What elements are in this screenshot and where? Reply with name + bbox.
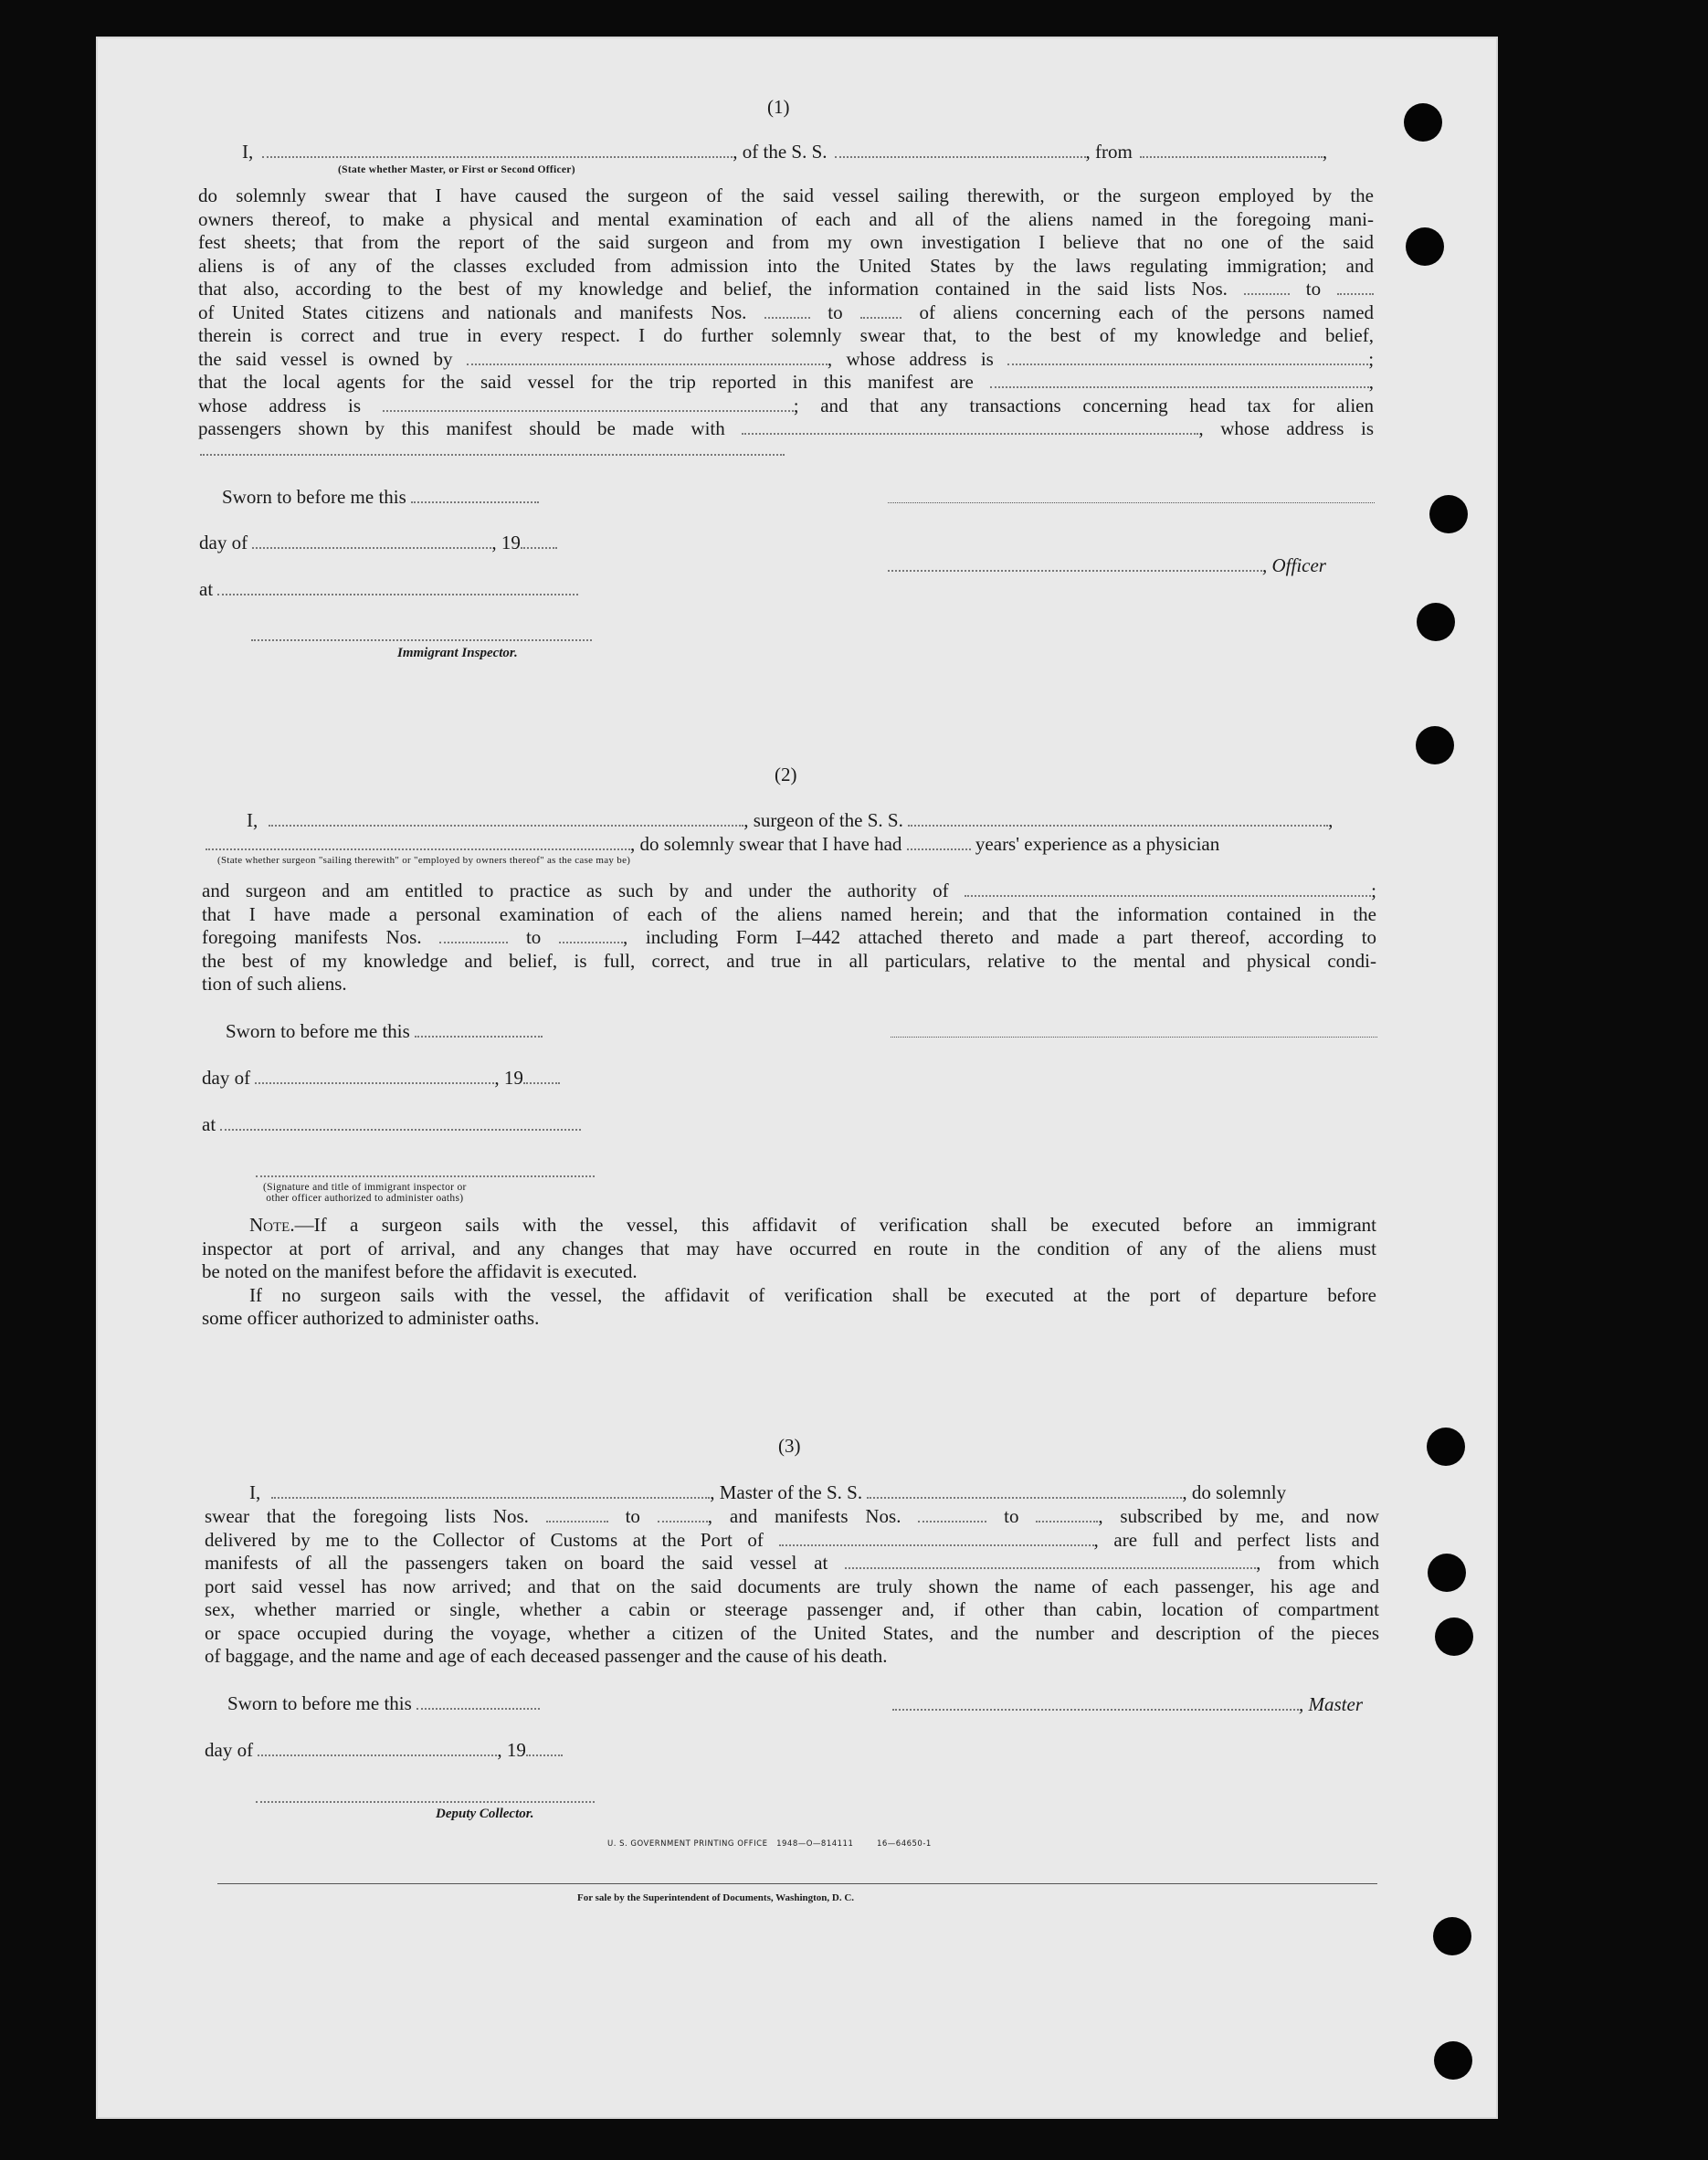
punch-hole <box>1434 2041 1472 2080</box>
section2-line1: I, , surgeon of the S. S. , <box>247 809 1334 831</box>
punch-hole <box>1427 1428 1465 1466</box>
at-label: at <box>199 578 578 602</box>
inspector-signature-line <box>251 639 592 641</box>
section-number: (3) <box>778 1435 801 1457</box>
surgeon-note: (State whether surgeon "sailing therewith" or "employed by owners thereof" as the case may be) <box>217 855 631 866</box>
master-line: , Master <box>892 1693 1363 1717</box>
sworn-label: Sworn to before me this <box>226 1020 543 1044</box>
punch-hole <box>1417 603 1455 641</box>
punch-hole <box>1433 1917 1471 1955</box>
officer-note: (State whether Master, or First or Second Officer) <box>338 164 575 175</box>
inspector-signature-line <box>256 1175 595 1177</box>
collector-label: Deputy Collector. <box>436 1807 534 1821</box>
master-paragraph: swear that the foregoing lists Nos. to , and manifests Nos. to , subscribed by me, and now delivered by me to the Collector of Customs at the Port of , are full and perfect lists and manifests of all the passengers taken on board the said vessel at , from which port said vessel has now arrived; and that on the said documents are truly shown the name of each passenger, his age and sex, whether married or single, whether a cabin or steerage passenger and, if other than cabin, location of compartment or space occupied during the voyage, whether a citizen of the United States, and the number and description of the pieces of baggage, and the name and age of each deceased passenger and the cause of his death. <box>205 1505 1380 1667</box>
punch-hole <box>1404 103 1442 142</box>
inspector-label: Immigrant Inspector. <box>397 646 518 660</box>
punch-hole <box>1429 495 1468 533</box>
collector-signature-line <box>256 1801 595 1803</box>
surgeon-paragraph: and surgeon and am entitled to practice as such by and under the authority of ; that I have made a personal examination of each of the aliens named herein; and that the information contained in the foregoing manifests Nos. to , including Form I–442 attached thereto and made a part thereof, according to the best of my knowledge and belief, is full, correct, and true in all particulars, relative to the mental and physical condi- tion of such aliens. <box>202 880 1377 995</box>
printing-office-line: U. S. GOVERNMENT PRINTING OFFICE 1948—O—814111 16—64650-1 <box>607 1839 932 1849</box>
officer-signature-line <box>888 502 1375 503</box>
section-number: (1) <box>767 96 790 118</box>
day-of-label: day of , 19 <box>205 1739 563 1763</box>
sworn-label: Sworn to before me this <box>227 1692 540 1716</box>
day-of-label: day of , 19 <box>202 1067 560 1091</box>
section2-line2: , do solemnly swear that I have had years' experience as a physician <box>206 833 1219 857</box>
address-line <box>200 454 785 456</box>
section1-line1: I, , of the S. S. , from , <box>242 141 1328 163</box>
footer-rule <box>217 1883 1377 1884</box>
signature-line <box>891 1037 1377 1038</box>
officer-line: , Officer <box>888 554 1326 578</box>
signature-note: (Signature and title of immigrant inspector or other officer authorized to administer oaths) <box>263 1182 467 1204</box>
note-paragraph: Note.—If a surgeon sails with the vessel, this affidavit of verification shall be executed before an immigrant inspector at port of arrival, and any changes that may have occurred en route in the condition of any of the aliens must be noted on the manifest before the affidavit is executed. If no surgeon sails with the vessel, the affidavit of verification shall be executed at the port of departure before some officer authorized to administer oaths. <box>202 1214 1376 1329</box>
section3-line1: I, , Master of the S. S. , do solemnly <box>249 1481 1287 1503</box>
at-label: at <box>202 1113 581 1137</box>
sworn-label: Sworn to before me this <box>222 486 539 510</box>
punch-hole <box>1428 1554 1466 1592</box>
punch-hole <box>1416 726 1454 764</box>
day-of-label: day of , 19 <box>199 532 557 555</box>
oath-paragraph: do solemnly swear that I have caused the surgeon of the said vessel sailing therewith, or the surgeon employed by the owners thereof, to make a physical and mental examination of each and all of the aliens named in the foregoing mani- fest sheets; that from the report of the said surgeon and from my own investigation I believe that no one of the said aliens is of any of the classes excluded from admission into the United States by the laws regulating immigration; and that also, according to the best of my knowledge and belief, the information contained in the said lists Nos. to of United States citizens and nationals and manifests Nos. to of aliens concerning each of the persons named therein is correct and true in every respect. I do further solemnly swear that, to the best of my knowledge and belief, the said vessel is owned by , whose address is ; that the local agents for the said vessel for the trip reported in this manifest are , whose address is ; and that any transactions concerning head tax for alien passengers shown by this manifest should be made with , whose address is <box>198 184 1375 439</box>
section-number: (2) <box>775 764 797 785</box>
punch-hole <box>1435 1617 1473 1656</box>
punch-hole <box>1406 227 1444 266</box>
sale-notice: For sale by the Superintendent of Documents, Washington, D. C. <box>577 1892 855 1903</box>
